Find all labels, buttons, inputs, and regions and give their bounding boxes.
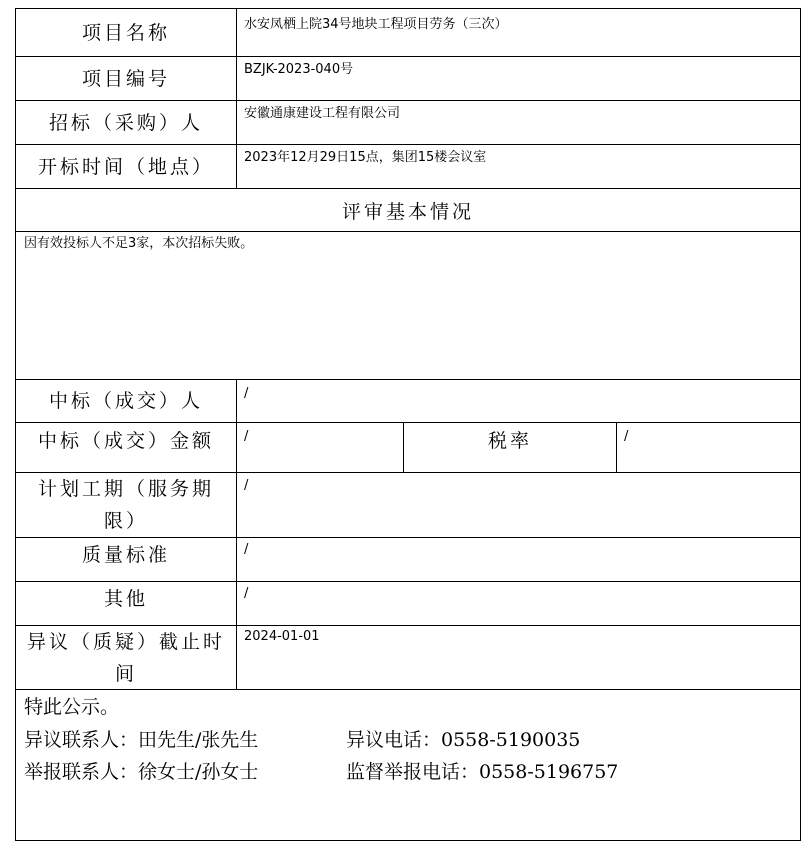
other-label: 其他 xyxy=(103,588,148,610)
row-divider xyxy=(15,231,801,232)
other-value: / xyxy=(244,586,249,601)
tenderer-value: 安徽通康建设工程有限公司 xyxy=(244,106,401,121)
column-divider xyxy=(236,8,237,189)
period-label xyxy=(16,473,236,537)
column-divider xyxy=(236,379,237,690)
report-phone: 监督举报电话：0558-5196757 xyxy=(346,761,619,783)
objection-deadline-value: 2024-01-01 xyxy=(244,629,320,644)
amount-value: / xyxy=(244,429,249,444)
project-name-label: 项目名称 xyxy=(81,21,170,44)
notice-text: 特此公示。 xyxy=(24,696,120,718)
review-content: 因有效投标人不足3家，本次招标失败。 xyxy=(24,236,254,251)
project-code-label: 项目编号 xyxy=(81,67,170,90)
period-value: / xyxy=(244,478,249,493)
objection-contact: 异议联系人：田先生/张先生 xyxy=(24,729,259,751)
project-name-value: 水安凤栖上院34号地块工程项目劳务（三次） xyxy=(244,17,508,32)
bid-opening-label: 开标时间（地点） xyxy=(37,155,214,178)
review-section-title: 评审基本情况 xyxy=(341,200,474,223)
tax-rate-label: 税率 xyxy=(487,430,532,452)
objection-phone: 异议电话：0558-5190035 xyxy=(346,729,581,751)
period-label-line1: 计划工期（服务期 xyxy=(37,478,214,500)
column-divider xyxy=(616,422,617,473)
amount-label: 中标（成交）金额 xyxy=(37,430,214,452)
report-contact: 举报联系人：徐女士/孙女士 xyxy=(24,761,259,783)
quality-value: / xyxy=(244,542,249,557)
quality-label: 质量标准 xyxy=(81,544,170,566)
project-code-value: BZJK-2023-040号 xyxy=(244,62,354,77)
tenderer-label: 招标（采购）人 xyxy=(48,111,203,134)
objection-deadline-label xyxy=(16,626,236,689)
bid-opening-value: 2023年12月29日15点，集团15楼会议室 xyxy=(244,150,487,165)
objection-deadline-label-line1: 异议（质疑）截止时 xyxy=(26,630,225,653)
period-label-line2: 限） xyxy=(103,510,148,532)
tax-rate-value: / xyxy=(624,429,629,444)
winner-label: 中标（成交）人 xyxy=(48,390,203,412)
winner-value: / xyxy=(244,386,249,401)
objection-deadline-label-line2: 间 xyxy=(114,662,137,685)
